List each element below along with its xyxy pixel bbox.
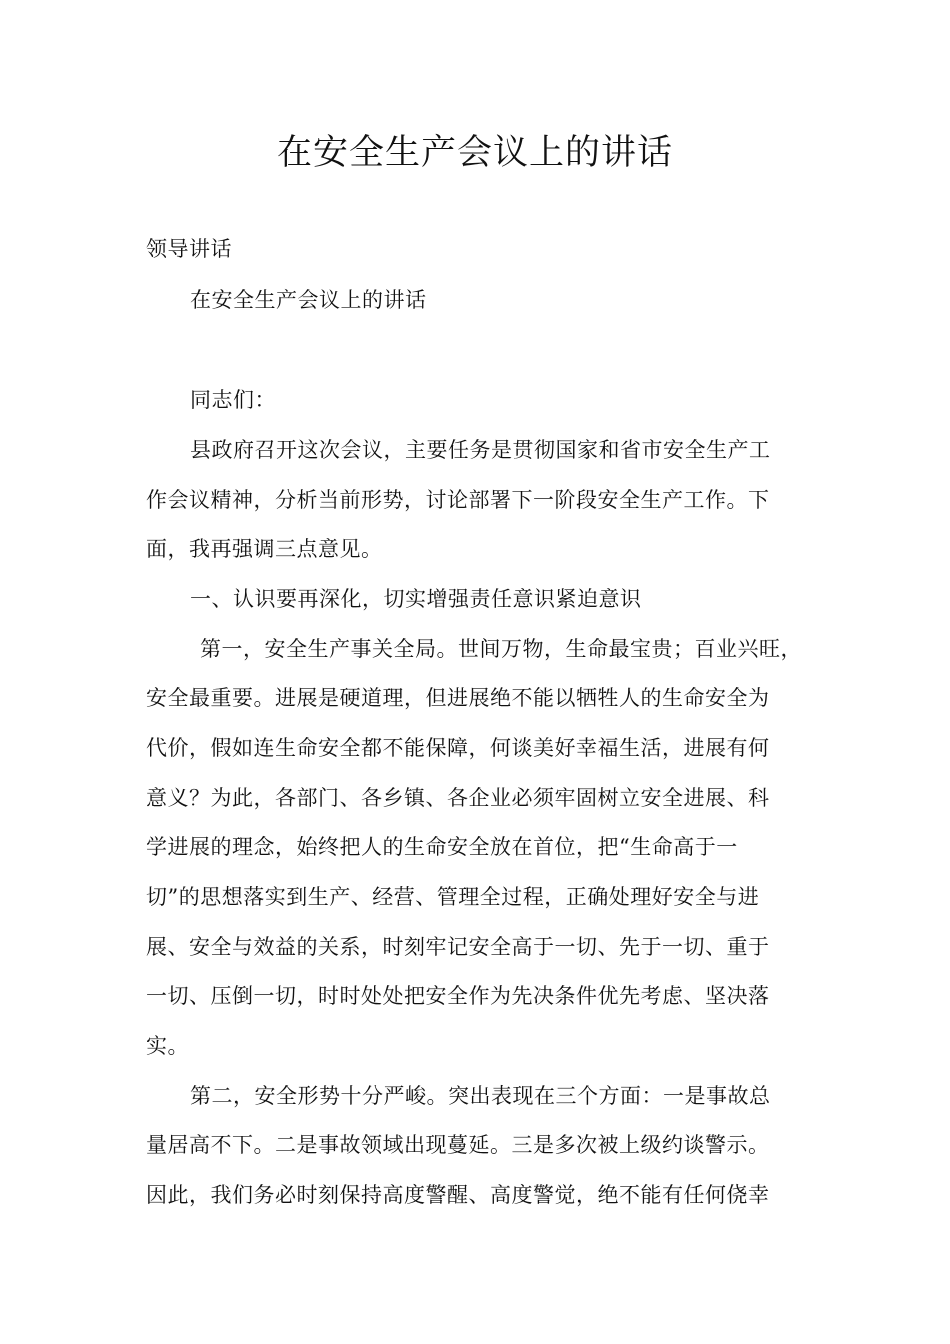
body-line: 切”的思想落实到生产、经营、管理全过程，正确处理好安全与进 (146, 885, 760, 909)
category-label: 领导讲话 (146, 237, 232, 261)
body-line: 县政府召开这次会议，主要任务是贯彻国家和省市安全生产工 (190, 438, 771, 462)
body-line: 实。 (146, 1034, 189, 1058)
body-line: 量居高不下。二是事故领域出现蔓延。三是多次被上级约谈警示。 (146, 1133, 770, 1157)
body-line: 第一，安全生产事关全局。世间万物，生命最宝贵；百业兴旺， (200, 637, 802, 661)
body-line: 第二，安全形势十分严峻。突出表现在三个方面：一是事故总 (190, 1084, 771, 1108)
speech-subtitle: 在安全生产会议上的讲话 (190, 288, 427, 312)
body-line: 一切、压倒一切，时时处处把安全作为先决条件优先考虑、坚决落 (146, 984, 770, 1008)
body-line: 作会议精神，分析当前形势，讨论部署下一阶段安全生产工作。下 (146, 488, 770, 512)
body-line: 意义？为此，各部门、各乡镇、各企业必须牢固树立安全进展、科 (146, 786, 770, 810)
document-title: 在安全生产会议上的讲话 (276, 133, 673, 173)
body-line: 因此，我们务必时刻保持高度警醒、高度警觉，绝不能有任何侥幸 (146, 1183, 770, 1207)
body-line: 学进展的理念，始终把人的生命安全放在首位，把“生命高于一 (146, 835, 738, 859)
body-line: 安全最重要。进展是硬道理，但进展绝不能以牺牲人的生命安全为 (146, 686, 770, 710)
body-line: 面，我再强调三点意见。 (146, 537, 383, 561)
body-line: 展、安全与效益的关系，时刻牢记安全高于一切、先于一切、重于 (146, 935, 770, 959)
section-heading: 一、认识要再深化，切实增强责任意识紧迫意识 (190, 587, 642, 611)
body-line: 代价，假如连生命安全都不能保障，何谈美好幸福生活，进展有何 (146, 736, 770, 760)
salutation: 同志们： (190, 388, 276, 412)
